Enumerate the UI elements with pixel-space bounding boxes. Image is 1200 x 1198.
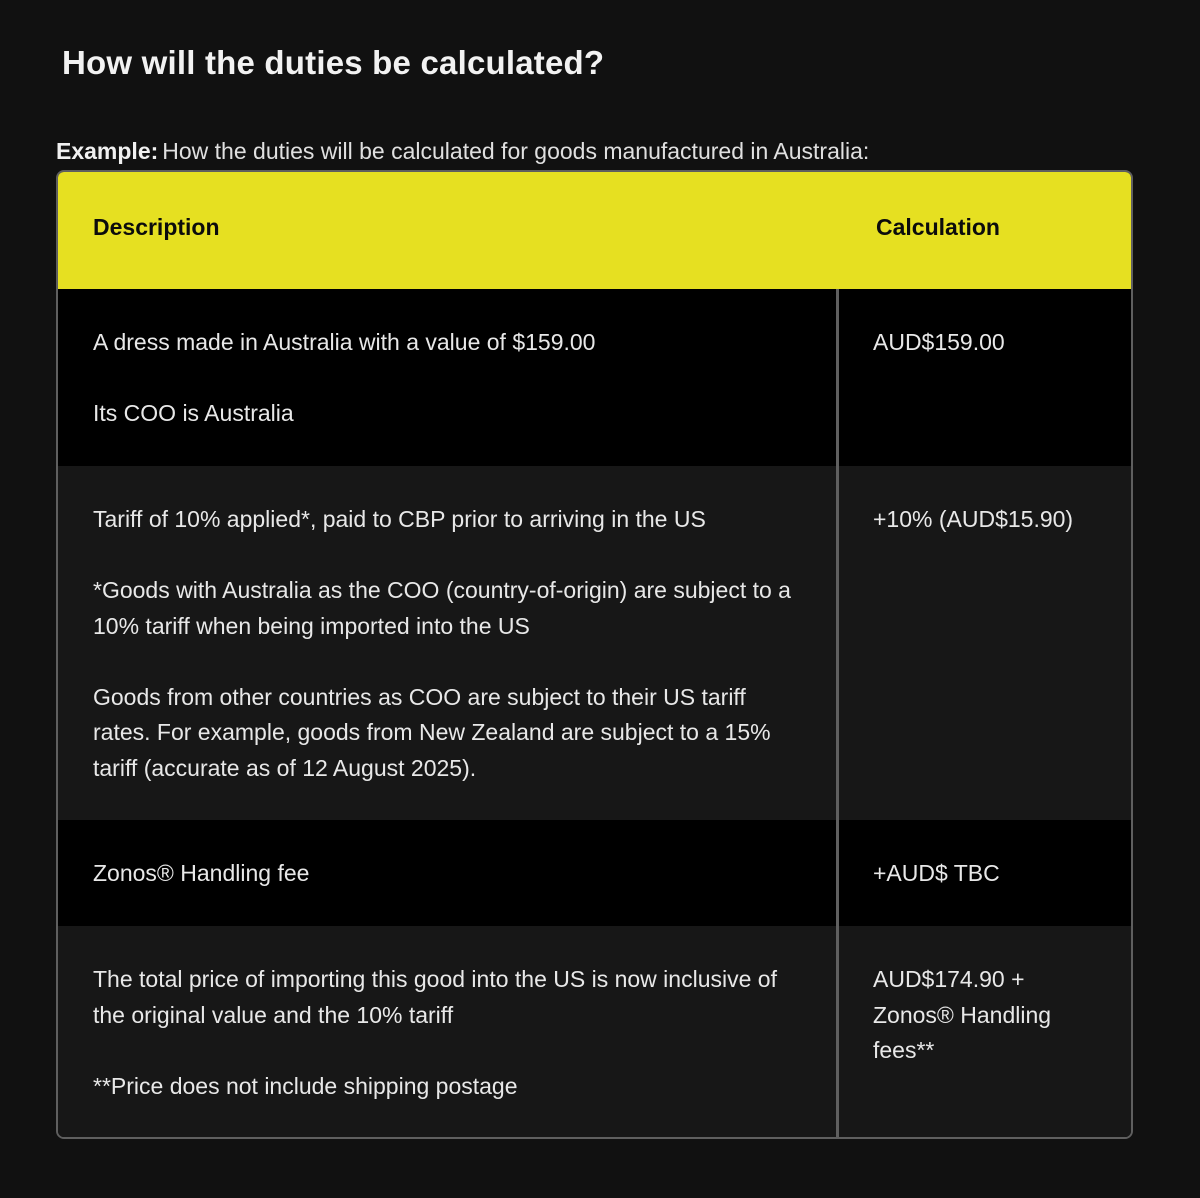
row-calculation	[873, 502, 1093, 538]
row-footnote: **Price does not include shipping postage	[93, 1072, 518, 1099]
row-value: AUD$159.00	[873, 329, 1005, 355]
table-row	[58, 820, 1131, 926]
row-text: The total price of importing this good into the US is now inclusive of the original value and the 10% tariff	[93, 966, 777, 1028]
page-title: How will the duties be calculated?	[62, 44, 605, 81]
row-value: +AUD$ TBC	[873, 860, 1000, 886]
row-calculation	[873, 856, 1093, 892]
header-description: Description	[93, 214, 220, 240]
row-value: AUD$174.90 + Zonos® Handling fees**	[873, 966, 1052, 1063]
row-description	[93, 856, 793, 892]
row-description	[93, 325, 793, 432]
example-caption	[56, 138, 869, 165]
table-row	[58, 466, 1131, 820]
table-row	[58, 926, 1131, 1137]
row-footnote: *Goods with Australia as the COO (country-of-origin) are subject to a 10% tariff when being imported into the US	[93, 577, 791, 639]
header-calculation: Calculation	[876, 214, 1000, 240]
row-text: Its COO is Australia	[93, 400, 294, 426]
row-text: A dress made in Australia with a value of $159.00	[93, 329, 596, 355]
row-calculation	[873, 962, 1073, 1069]
example-label: Example:	[56, 138, 159, 164]
table-header	[58, 172, 1131, 289]
row-value: +10% (AUD$15.90)	[873, 506, 1074, 532]
row-text: Zonos® Handling fee	[93, 860, 310, 886]
row-description	[93, 962, 793, 1104]
duties-table	[56, 170, 1133, 1139]
column-divider	[836, 289, 839, 1139]
row-text: Tariff of 10% applied*, paid to CBP prior to arriving in the US	[93, 506, 706, 532]
row-text: Goods from other countries as COO are subject to their US tariff rates. For example, goods from New Zealand are subject to a 15% tariff (accurate as of 12 August 2025).	[93, 683, 771, 781]
row-calculation	[873, 325, 1093, 361]
table-row	[58, 289, 1131, 466]
example-text: How the duties will be calculated for goods manufactured in Australia:	[162, 138, 870, 164]
row-description	[93, 502, 793, 786]
